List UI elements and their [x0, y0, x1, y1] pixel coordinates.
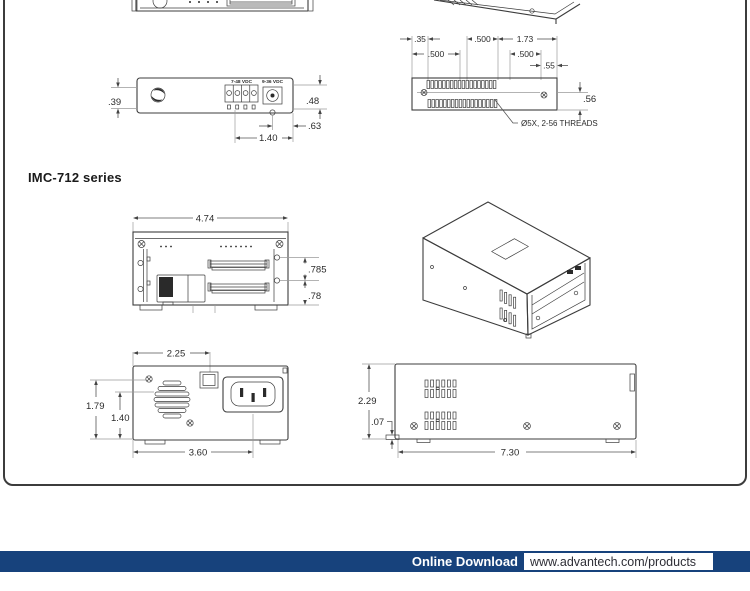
left-face	[423, 238, 528, 335]
card-slot-upper	[208, 260, 269, 270]
interior-detail	[532, 263, 585, 329]
dim-height: 1.79	[86, 401, 105, 412]
jack-voltage-label: 9-36 VDC	[261, 80, 284, 85]
footer-download-label: Online Download	[411, 554, 518, 569]
screw-1	[411, 423, 418, 430]
side-vent-slots	[500, 290, 516, 326]
dim-inner-height: 1.40	[111, 413, 130, 424]
screw-right	[541, 92, 547, 98]
footer-url-text: www.advantech.com/products	[530, 554, 697, 569]
screw-2	[524, 423, 531, 430]
card-slot-lower	[208, 283, 269, 293]
power-supply-module	[157, 275, 205, 305]
foot-right	[260, 440, 280, 444]
dim-inlet-offset: 3.60	[188, 447, 208, 459]
dim-173: 1.73	[516, 34, 534, 44]
vent-slots-top	[427, 81, 496, 89]
dim-35: .35	[414, 34, 426, 44]
left-bracket	[138, 249, 150, 302]
dc-jack	[263, 87, 282, 104]
imc711-rear-view-drawing	[95, 30, 340, 148]
dim-length: 7.30	[500, 447, 520, 459]
dim-56: .56	[583, 94, 597, 105]
dim-right-height: .48	[306, 96, 320, 107]
vent-group-upper	[425, 380, 456, 398]
imc712-front-view-drawing	[95, 205, 345, 323]
dim-block-width: 1.40	[259, 133, 278, 144]
side-body	[395, 364, 636, 439]
fan-grille	[154, 381, 190, 418]
dim-height: 2.29	[358, 396, 377, 407]
foot-right	[255, 305, 277, 310]
corner-tab	[283, 368, 287, 373]
section-heading: IMC-712 series	[28, 170, 122, 185]
dim-left-height: .39	[108, 97, 122, 108]
footer-bar	[0, 551, 750, 572]
footer-url-box	[524, 553, 713, 570]
foot-left	[145, 440, 165, 444]
imc712-rear-view-drawing	[75, 340, 335, 465]
iec-power-inlet	[223, 377, 283, 412]
edge-tab	[630, 374, 635, 391]
screw-hole	[431, 266, 434, 269]
screw-hole	[464, 287, 467, 290]
vent-group-lower	[425, 412, 456, 430]
top-face	[423, 202, 590, 294]
dim-width: 4.74	[195, 213, 215, 225]
imc711-side-view-drawing	[370, 28, 620, 138]
screw-top-left	[146, 376, 152, 382]
dim-lower-slot: .78	[308, 291, 322, 302]
screw-bottom-left	[187, 420, 193, 426]
vent-slots-bottom	[428, 100, 497, 108]
terminal-block	[225, 85, 258, 109]
screw-3	[614, 423, 621, 430]
top-cutout	[492, 239, 529, 260]
imc712-side-view-drawing	[350, 350, 650, 465]
power-switch	[200, 372, 218, 388]
dim-500a: .500	[474, 34, 491, 44]
thread-note: Ø5X, 2-56 THREADS	[521, 119, 598, 128]
imc712-isometric-view-drawing	[405, 190, 640, 345]
dim-flange: .07	[371, 417, 385, 428]
terminal-voltage-label: 7-48 VDC	[230, 80, 253, 85]
vent-dots	[160, 246, 252, 248]
dim-jack-offset: .63	[308, 121, 322, 132]
screw-top-right	[276, 241, 283, 248]
foot-left	[140, 305, 162, 310]
partial-isometric-view-drawing	[428, 0, 588, 28]
right-bracket	[274, 249, 280, 302]
dim-500c: .500	[517, 49, 534, 59]
partial-front-view-drawing	[130, 0, 315, 20]
dim-upper-slot: .785	[308, 264, 327, 276]
dim-55: .55	[543, 60, 555, 71]
screw-hole	[504, 319, 507, 322]
dim-500b: .500	[427, 49, 445, 59]
screw-top-left	[138, 241, 145, 248]
dim-switch-offset: 2.25	[166, 348, 186, 360]
